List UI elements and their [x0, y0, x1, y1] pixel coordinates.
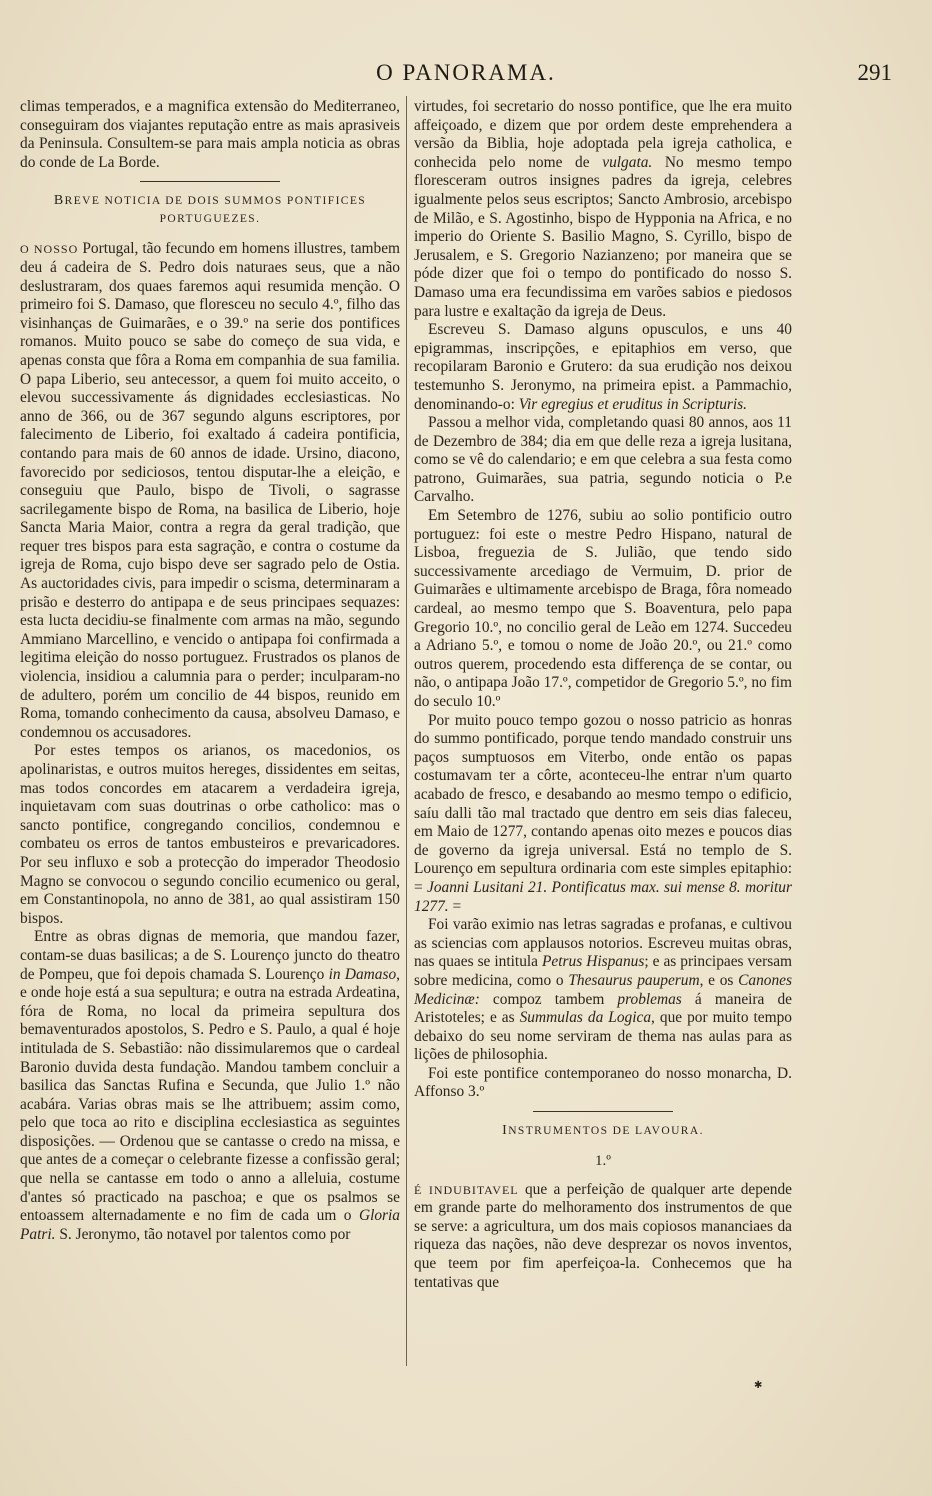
- paragraph-text: á maneira de Aristoteles; e as: [414, 990, 792, 1027]
- paragraph-text: compoz tambem: [479, 990, 618, 1008]
- paragraph-text: , e onde hoje está a sua sepultura; e outra na estrada Ardeatina, fóra de Roma, no local da primeira sepultura dos bemaventurados apostolos, S. Pedro e S. Paulo, a qual é hoje intitulada de S. Sebastião: não dissimularemos que o cardeal Baronio duvida desta fundação. Mandou tambem concluir a basilica das Sanctas Rufina e Secunda, que Julio 1.º não acabára. Varias obras mais se lhe attribuem; assim como, pelo que toca ao rito e disciplina ecclesiastica as seguintes disposições. — Ordenou que se cantasse o credo na missa, e que antes de a começar o celebrante fizesse a confissão geral; que nella se cantasse em todo o anno a alleluia, costume d'antes só practicado na paschoa; e que os psalmos se entoassem alternadamente e no fim de cada um o: [20, 965, 400, 1225]
- paragraph-text: Foi varão eximio nas letras sagradas e profanas, e cultivou as sciencias com applausos notorios. Escreveu muitas obras, nas quaes se intitula: [414, 916, 792, 971]
- lead-words: É INDUBITAVEL: [414, 1182, 519, 1197]
- paragraph: [414, 712, 792, 917]
- italic-text: Petrus Hispanus: [542, 953, 645, 971]
- paragraph-text: =: [448, 897, 462, 915]
- paragraph: [414, 321, 792, 414]
- heading-initial: B: [53, 193, 65, 209]
- paragraph: Em Setembro de 1276, subiu ao solio pontificio outro portuguez: foi este o mestre Pedro Hispano, natural de Lisboa, freguezia de S. Julião, que tendo sido successivamente arcediago de Vermuim, D. prior de Guimarães e ultimamente arcebispo de Braga, fôra nomeado cardeal, ao mesmo tempo que S. Boaventura, pelo papa Gregorio 10.º, no concilio geral de Leão em 1274. Succedeu a Adriano 5.º, e tomou o nome de João 20.º, ou 21.º como outros querem, procedendo esta differença de se contar, ou não, o antipapa João 17.º, competidor de Gregorio 5.º, no fim do seculo 10.º: [414, 507, 792, 710]
- paragraph: [414, 916, 792, 1065]
- italic-text: Vir egregius et eruditus in Scripturis.: [518, 395, 748, 413]
- paragraph: [414, 1181, 792, 1293]
- italic-text: Canones Medicinæ:: [414, 971, 792, 1008]
- paragraph: Foi este pontifice contemporaneo do nosso monarcha, D. Affonso 3.º: [414, 1064, 792, 1101]
- italic-text: Summulas da Logica: [519, 1009, 652, 1027]
- paragraph-text: Portugal, tão fecundo em homens illustres, tambem deu á cadeira de S. Pedro dois naturaes seus, que a não deslustraram, dos quaes faremos aqui resumida menção. O primeiro foi S. Damaso, que floresceu no seculo 4.º, filho das visinhanças de Guimarães, e o 39.º na serie dos pontifices romanos. Muito pouco se sabe do começo de sua vida, e apenas consta que fôra a Roma em companhia de sua familia. O papa Liberio, seu antecessor, a quem foi muito acceito, o elevou successivamente ás dignidades ecclesiasticas. No anno de 366, ou de 367 segundo alguns escriptores, por falecimento de Liberio, foi exaltado á cadeira pontificia, contando para mais de 60 annos de idade. Ursino, diacono, favorecido por sediciosos, tentou disputar-lhe a eleição, e conseguiu que Paulo, bispo de Tivoli, o sagrasse sacrilegamente bispo de Roma, na basilica de Liberio, hoje Sancta Maria Maior, contra a regra da geral tradição, que requer tres bispos para esta sagração, e contra o costume da igreja de Roma, cujo bispo deve ser sagrado pelo de Ostia. As auctoridades civis, para impedir o scisma, determinaram a prisão e desterro do antipapa e de seus principaes sequazes: esta lucta decidiu-se finalmente com armas na mão, segundo Ammiano Marcellino, e vencido o antipapa foi confirmada a legitima eleição do nosso portuguez. Frustrados os planos de violencia, insidiou a calumnia para o perder; inculparam-no de adultero, porém um concilio de 44 bispos, reunido em Roma, tomando conhecimento da causa, absolveu Damaso, e condemnou os accusadores.: [20, 240, 400, 741]
- column-divider: [406, 96, 407, 1366]
- paragraph-text: Escreveu S. Damaso alguns opusculos, e uns 40 epigrammas, inscripções, e epitaphios em verso, que recopilaram Baronio e Grutero: da sua erudição nos deixou testemunho S. Jeronymo, na primeira epist. a Pammachio, denominando-o:: [414, 321, 792, 413]
- italic-text: Thesaurus pauperum: [568, 971, 700, 989]
- paragraph: Passou a melhor vida, completando quasi 80 annos, aos 11 de Dezembro de 384; dia em que delle reza a igreja lusitana, como se vê do calendario; e em que celebra a sua festa como patrono, Guimarães, sua patria, segundo noticia o P.e Carvalho.: [414, 414, 792, 506]
- running-title: O PANORAMA.: [376, 60, 556, 85]
- paragraph: climas temperados, e a magnifica extensão do Mediterraneo, conseguiram dos viajantes reputação entre as mais aprasiveis da Peninsula. Consultem-se para mais ampla noticia as obras do conde de La Borde.: [20, 98, 400, 171]
- paragraph-text: , e os: [699, 971, 739, 989]
- paragraph-text: ; e as principaes versam sobre medicina, como o: [414, 953, 792, 989]
- italic-text: problemas: [617, 990, 682, 1008]
- left-column: [20, 98, 400, 1378]
- paragraph: [414, 98, 792, 321]
- section-heading: [414, 1122, 792, 1140]
- heading-initial: I: [502, 1123, 509, 1139]
- paragraph: Por estes tempos os arianos, os macedonios, os apolinaristas, e outros muitos hereges, dissidentes em seitas, mas todos concordes em atacarem a verdadeira igreja, inquietavam com suas doutrinas o orbe catholico: mas o sancto pontifice, congregando concilios, condemnou e combateu os erros de tantos embusteiros e prevaricadores. Por seu influxo e sob a protecção do imperador Theodosio Magno se convocou o segundo concilio ecumenico ou geral, em Constantinopola, no anno de 381, ao qual assistiram 150 bispos.: [20, 742, 400, 927]
- paragraph-text: Entre as obras dignas de memoria, que mandou fazer, contam-se duas basilicas; a de S. Lourenço juncto do theatro de Pompeu, que foi depois chamada S. Lourenço: [20, 928, 400, 983]
- italic-text: in Damaso: [328, 965, 397, 983]
- italic-text: Joanni Lusitani 21. Pontificatus max. sui mense 8. moritur 1277.: [414, 878, 792, 915]
- paragraph-text: Por muito pouco tempo gozou o nosso patricio as honras do summo pontificado, porque tendo mandado construir uns paços sumptuosos em Viterbo, onde então os papas costumavam ter a côrte, aconteceu-lhe entrar n'um quarto acabado de fresco, e desabando ao mesmo tempo o edificio, saíu dalli tão mal tractado que dentro em seis dias faleceu, em Maio de 1277, contando apenas oito mezes e poucos dias de governo da igreja universal. Está no templo de S. Lourenço em sepultura ordinaria com este simples epitaphio: =: [414, 711, 792, 896]
- paragraph-text: No mesmo tempo floresceram outros insignes padres da igreja, celebres igualmente pelos seus escriptos; Sancto Ambrosio, arcebispo de Milão, e S. Agostinho, bispo de Hypponia na Africa, e no imperio do Oriente S. Basilio Magno, S. Cyrillo, bispo de Jerusalem, e S. Gregorio Nazianzeno; por maneira que se póde dizer que foi o tempo do pontificado do nosso S. Damaso uma era fecundissima em varões sabios e piedosos para lustre e exaltação da igreja de Deus.: [414, 153, 792, 320]
- section-number: 1.º: [595, 1153, 611, 1170]
- lead-words: O NOSSO: [20, 242, 79, 257]
- paragraph-text: S. Jeronymo, tão notavel por talentos como por: [55, 1225, 351, 1243]
- italic-text: Gloria Patri.: [20, 1207, 400, 1243]
- ornament-mark: ✱: [754, 1380, 763, 1391]
- right-column: [414, 98, 792, 1378]
- paragraph-text: virtudes, foi secretario do nosso pontifice, que lhe era muito affeiçoado, e dizem que por ordem deste emprehendera a versão da Biblia, hoje adoptada pela igreja catholica, e conhecida pelo nome de: [414, 98, 792, 171]
- paragraph-text: , que por muito tempo debaixo do seu nome serviram de thema nas aulas para as lições de philosophia.: [414, 1009, 792, 1064]
- section-divider: [140, 181, 280, 182]
- paragraph-text: que a perfeição de qualquer arte depende em grande parte do melhoramento dos instrumentos de que se serve: a agricultura, um dos mais copiosos mananciaes da riqueza das nações, não deve desprezar os novos inventos, que teem por fim aperfeiçoa-la. Conhecemos que ha tentativas que: [414, 1180, 792, 1291]
- heading-text: NSTRUMENTOS DE LAVOURA.: [508, 1125, 704, 1138]
- section-heading: [20, 192, 400, 228]
- page-number: 291: [857, 60, 892, 85]
- section-divider: [533, 1111, 673, 1112]
- paragraph: [20, 928, 400, 1244]
- italic-text: vulgata.: [602, 153, 653, 171]
- paragraph: [20, 240, 400, 742]
- heading-text: REVE NOTICIA DE DOIS SUMMOS PONTIFICES PORTUGUEZES.: [64, 195, 367, 226]
